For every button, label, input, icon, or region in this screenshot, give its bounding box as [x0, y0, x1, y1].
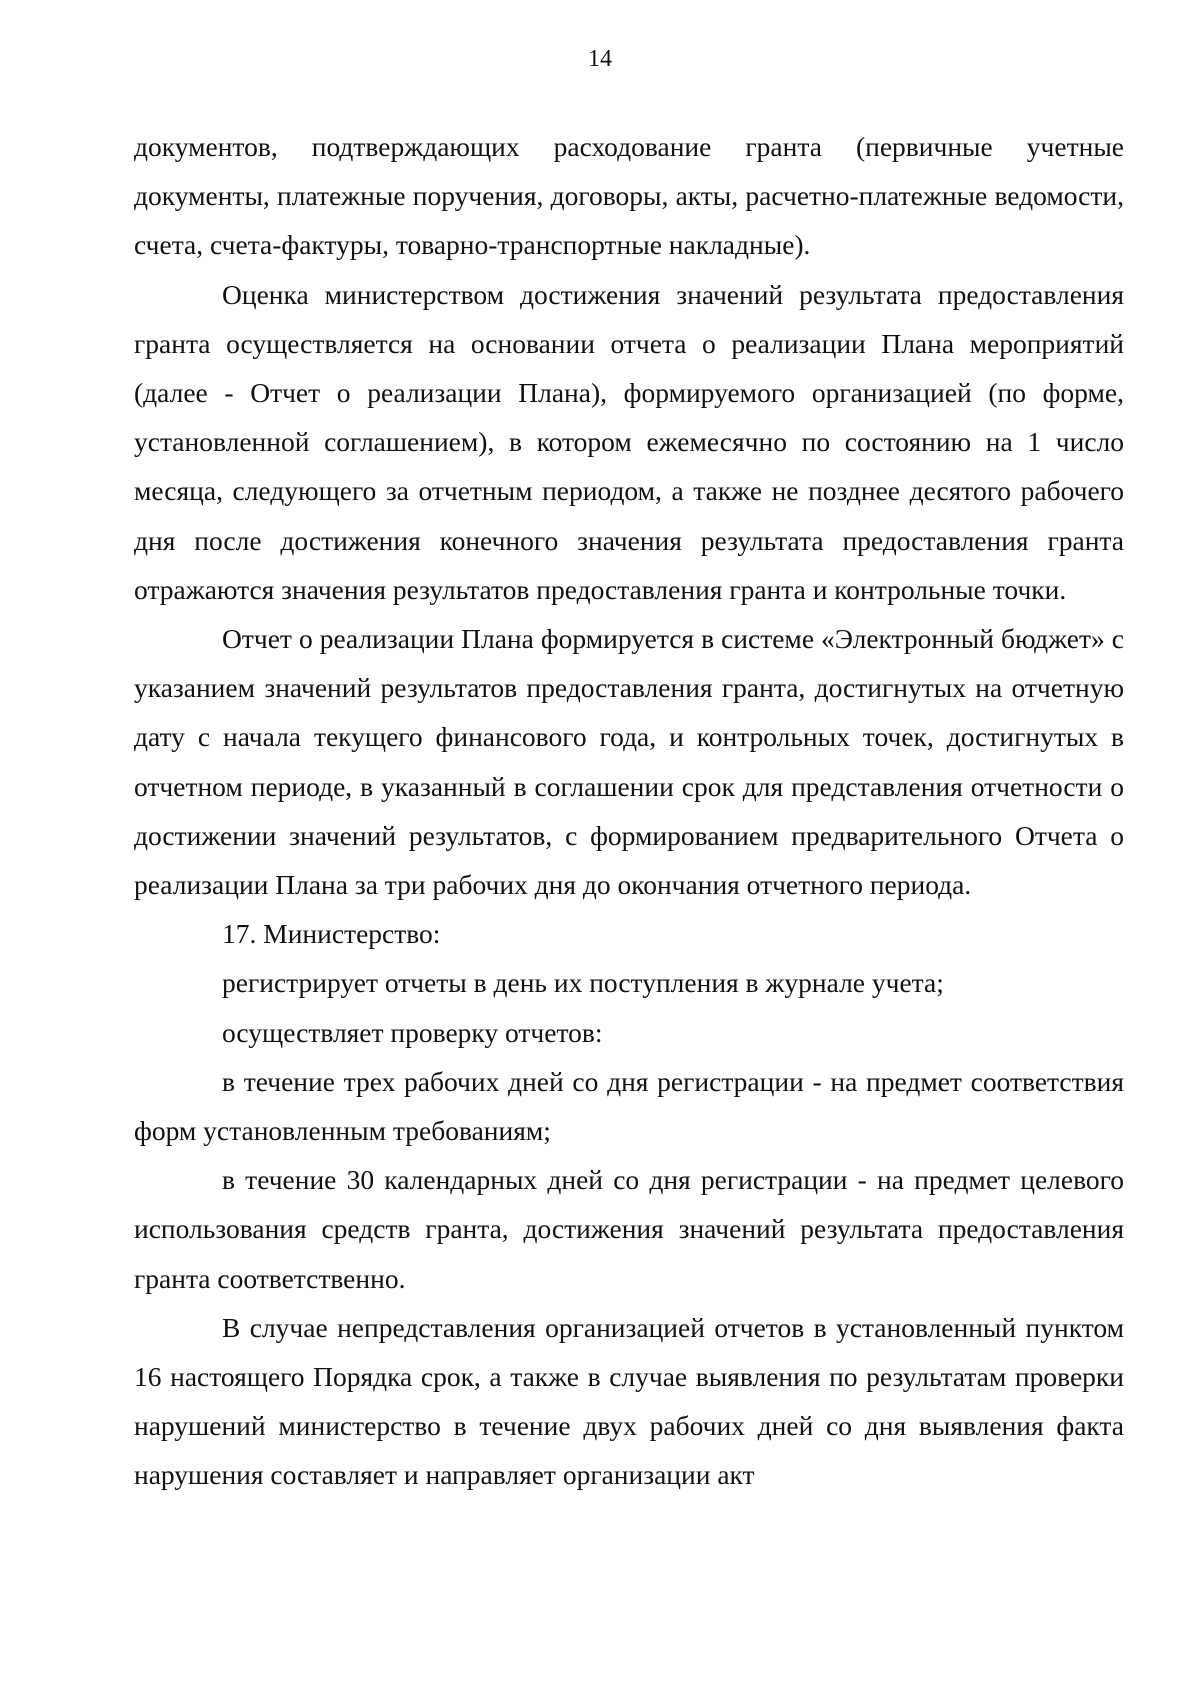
paragraph-violations: В случае непредставления организацией отчетов в установленный пунктом 16 настоящего Порядка срок, а также в случае выявления по результатам проверки нарушений министерство в течение двух рабочих дней со дня выявления факта нарушения составляет и направляет организации акт	[134, 1311, 1124, 1491]
paragraph-item-17: 17. Министерство:	[222, 918, 441, 950]
page-number: 14	[588, 46, 612, 72]
paragraph-checks: осуществляет проверку отчетов:	[222, 1016, 603, 1048]
paragraph-registers: регистрирует отчеты в день их поступления в журнале учета;	[222, 967, 944, 999]
document-body	[134, 122, 1124, 1500]
paragraph-report-system: Отчет о реализации Плана формируется в системе «Электронный бюджет» с указанием значений результатов предоставления гранта, достигнутых на отчетную дату с начала текущего финансового года, и контрольных точек, достигнутых в отчетном периоде, в указанный в соглашении срок для представления отчетности о достижении значений результатов, с формированием предварительного Отчета о реализации Плана за три рабочих дня до окончания отчетного периода.	[134, 623, 1124, 901]
paragraph-continuation: документов, подтверждающих расходование гранта (первичные учетные документы, платежные поручения, договоры, акты, расчетно-платежные ведомости, счета, счета-фактуры, товарно-транспортные накладные).	[134, 131, 1124, 261]
paragraph-three-days: в течение трех рабочих дней со дня регистрации - на предмет соответствия форм установленным требованиям;	[134, 1065, 1124, 1147]
paragraph-assessment: Оценка министерством достижения значений результата предоставления гранта осуществляется на основании отчета о реализации Плана мероприятий (далее - Отчет о реализации Плана), формируемого организацией (по форме, установленной соглашением), в котором ежемесячно по состоянию на 1 число месяца, следующего за отчетным периодом, а также не позднее десятого рабочего дня после достижения конечного значения результата предоставления гранта отражаются значения результатов предоставления гранта и контрольные точки.	[134, 278, 1124, 605]
paragraph-thirty-days: в течение 30 календарных дней со дня регистрации - на предмет целевого использования средств гранта, достижения значений результата предоставления гранта соответственно.	[134, 1164, 1124, 1294]
